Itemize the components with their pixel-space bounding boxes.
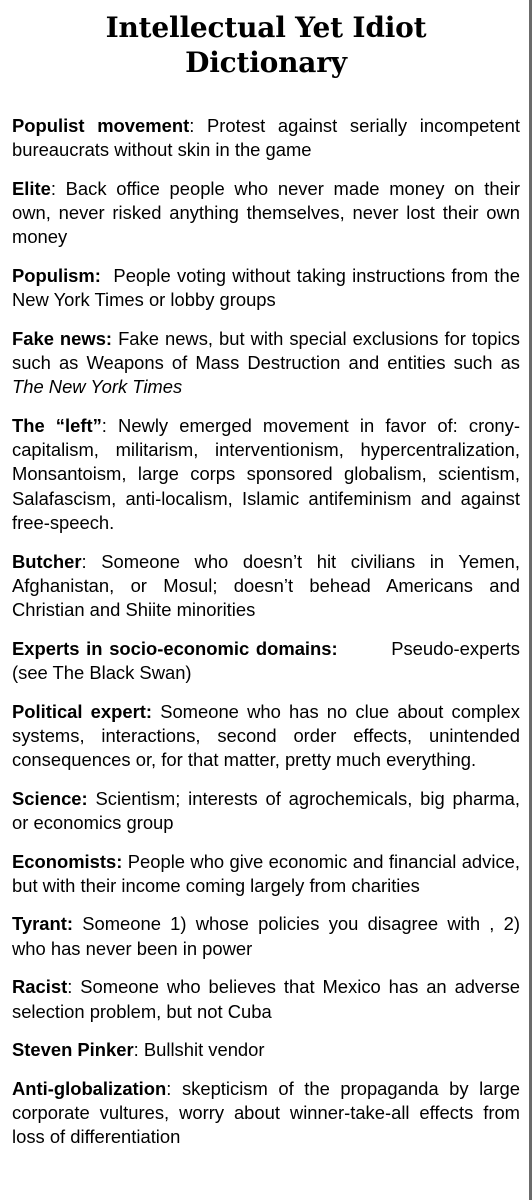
entry-term: The “left” (12, 415, 102, 437)
entry-term: Populist movement (12, 115, 190, 136)
entry-term: Economists: (12, 850, 123, 872)
entry-separator: : (189, 115, 195, 136)
entry-definition: Bullshit vendor (143, 1039, 265, 1061)
entry-steven-pinker (12, 1038, 520, 1062)
entry-separator: : (166, 1078, 172, 1099)
entry-science (12, 787, 520, 835)
entry-separator: : (67, 976, 73, 998)
entry-definition: Someone who doesn’t hit civilians in Yemen, Afghanistan, or Mosul; doesn’t behead Americans and Christian and Shiite minorities (12, 550, 520, 620)
entry-term: Elite (12, 177, 51, 199)
entry-term: Populism: (12, 265, 101, 287)
entry-political-expert (12, 700, 520, 773)
entry-the-left (12, 414, 520, 535)
entry-definition: People voting without taking instructions from the New York Times or lobby groups (12, 265, 520, 311)
entry-definition-italic: The New York Times (12, 376, 183, 398)
page-title (0, 10, 532, 80)
entry-separator: : (81, 550, 87, 572)
entry-term: Steven Pinker (12, 1039, 134, 1061)
entry-racist (12, 975, 520, 1023)
entry-anti-globalization (12, 1077, 520, 1150)
entry-butcher (12, 550, 520, 623)
entry-term: Racist (12, 976, 68, 998)
entry-populism (12, 264, 520, 312)
entry-experts-socio-economic (12, 637, 520, 685)
entry-populist-movement (12, 114, 520, 162)
entry-separator: : (50, 177, 56, 199)
entry-definition: skepticism of the propaganda by large corporate vultures, worry about winner-take-all effects from loss of differentiation (12, 1078, 520, 1148)
entry-definition: Back office people who never made money on their own, never risked anything themselves, never lost their own money (12, 177, 520, 248)
entry-elite (12, 177, 520, 250)
entry-definition: Someone who has no clue about complex systems, interactions, second order effects, unintended consequences or, for that matter, pretty much everything. (12, 700, 520, 770)
entry-term: Science: (12, 787, 88, 809)
entry-fake-news (12, 327, 520, 400)
entry-tyrant (12, 912, 520, 960)
entry-definition: Fake news, but with special exclusions for topics such as Weapons of Mass Destruction and entities such as (12, 327, 520, 374)
entry-separator: : (133, 1039, 139, 1061)
entry-definition: Pseudo-experts (see The Black Swan) (12, 637, 520, 683)
entry-definition: Someone who believes that Mexico has an adverse selection problem, but not Cuba (12, 976, 520, 1022)
dictionary-entries (12, 114, 520, 1164)
entry-definition: People who give economic and financial advice, but with their income coming largely from charities (12, 850, 520, 896)
title-line-1: Intellectual Yet Idiot (105, 11, 427, 44)
entry-term: Anti-globalization (12, 1078, 167, 1099)
title-line-2: Dictionary (185, 46, 347, 79)
entry-term: Fake news: (12, 327, 113, 349)
entry-definition: Protest against serially incompetent bureaucrats without skin in the game (12, 115, 520, 161)
entry-economists (12, 850, 520, 898)
entry-term: Political expert: (12, 700, 153, 722)
entry-separator: : (101, 415, 107, 437)
entry-term: Experts in socio-economic domains: (12, 637, 338, 659)
entry-definition: Scientism; interests of agrochemicals, big pharma, or economics group (12, 787, 520, 833)
entry-definition: Newly emerged movement in favor of: crony-capitalism, militarism, interventionism, hypercentralization, Monsantoism, large corps sponsored globalism, scientism, Salafascism, anti-localism, Islamic antifeminism and against free-speech. (12, 415, 520, 533)
entry-definition: Someone 1) whose policies you disagree with , 2) who has never been in power (12, 913, 520, 959)
entry-term: Tyrant: (12, 913, 73, 935)
entry-term: Butcher (12, 550, 82, 572)
